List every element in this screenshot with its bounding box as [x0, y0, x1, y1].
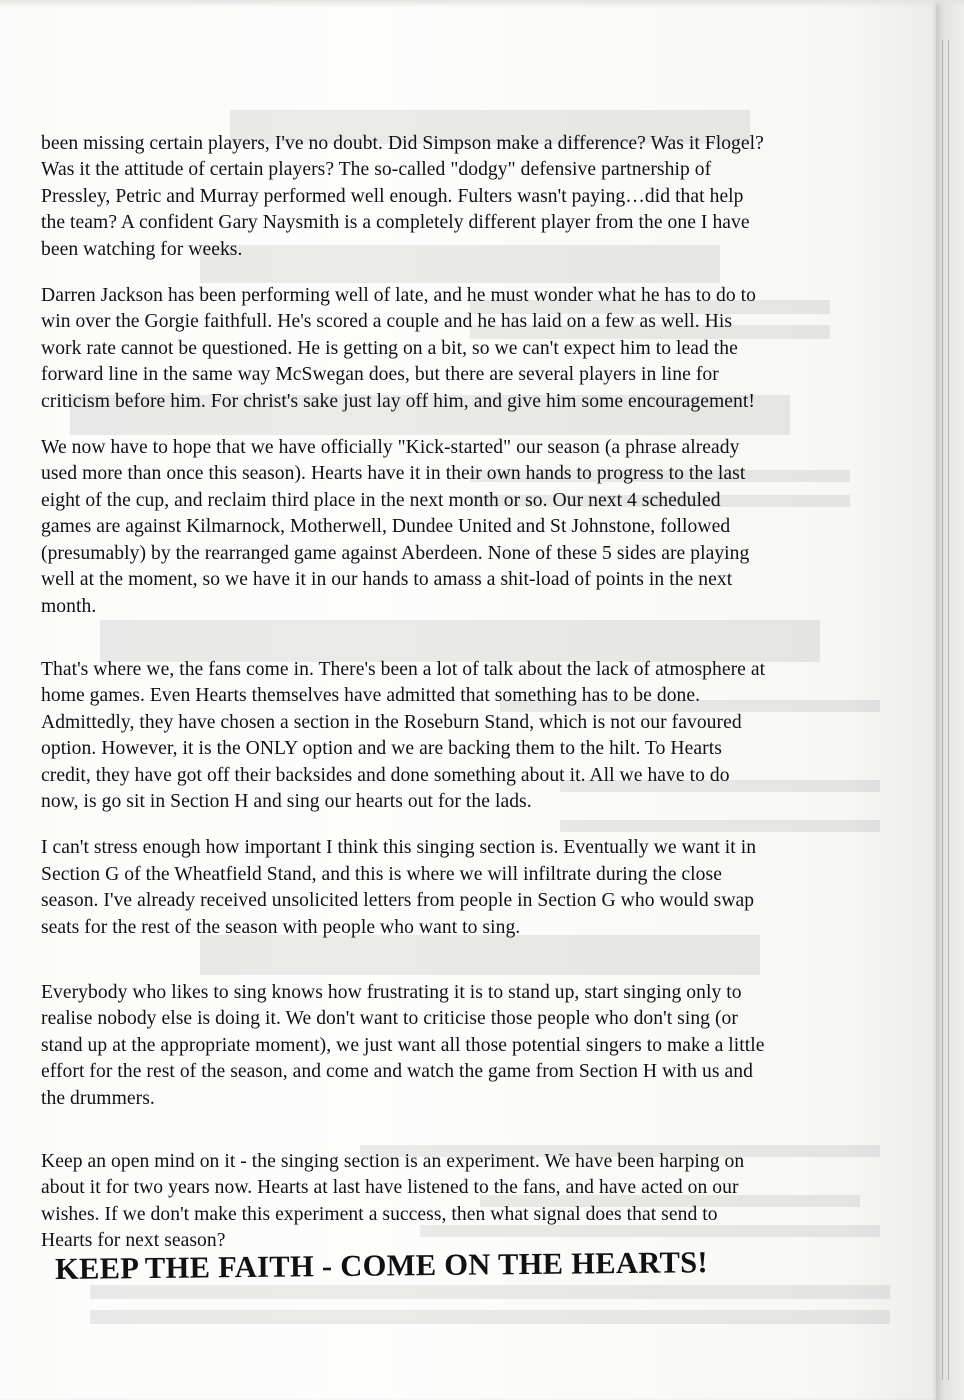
paragraph-6: Everybody who likes to sing knows how frustrating it is to stand up, start singing only to realise nobody else is doing it. We don't want to criticise those people who don't sing (or stand up at the appropriate moment), we just want all those potential singers to make a little effort for the rest of the season, and come and watch the game from Section H with us and the drummers. [41, 981, 765, 1109]
paragraph-4: That's where we, the fans come in. There's been a lot of talk about the lack of atmosphere at home games. Even Hearts themselves have admitted that something has to be done. Admittedly, they have chosen a section in the Roseburn Stand, which is not our favoured option. However, it is the ONLY option and we are backing them to the hilt. To Hearts credit, they have got off their backsides and done something about it. All we have to do now, is go sit in Section H and sing our hearts out for the lads. [41, 658, 766, 812]
paragraph-1: been missing certain players, I've no doubt. Did Simpson make a difference? Was it Flogel? Was it the attitude of certain players? The so-called "dodgy" defensive partnership of Pressley, Petric and Murray performed well enough. Fulters wasn't paying…did that help the team? A confident Gary Naysmith is a completely different player from the one I have been watching for weeks. [41, 133, 764, 260]
paragraph-5: I can't stress enough how important I think this singing section is. Eventually we want it in Section G of the Wheatfield Stand, and this is where we will infiltrate during the close season. I've already received unsolicited letters from people in Section G who would swap seats for the rest of the season with people who want to sing. [41, 837, 757, 938]
closing-slogan: KEEP THE FAITH - COME ON THE HEARTS! [54, 1245, 709, 1286]
edge-line [942, 40, 943, 1380]
paragraph-2: Darren Jackson has been performing well of late, and he must wonder what he has to do to win over the Gorgie faithfull. He's scored a couple and he has laid on a few as well. His work rate cannot be questioned. He is getting on a bit, so we can't expect him to lead the forward line in the same way McSwegan does, but there are several players in line for criticism before him. For christ's sake just lay off him, and give him some encouragement! [41, 285, 757, 412]
paragraph-3: We now have to hope that we have officially "Kick-started" our season (a phrase already used more than once this season). Hearts have it in their own hands to progress to the last eight of the cup, and reclaim third place in the next month or so. Our next 4 scheduled games are against Kilmarnock, Motherwell, Dundee United and St Johnstone, followed (presumably) by the rearranged game against Aberdeen. None of these 5 sides are playing well at the moment, so we have it in our hands to amass a shit-load of points in the next month. [41, 437, 750, 617]
edge-line [948, 40, 949, 1380]
scan-top-shadow [0, 0, 964, 8]
article-body [41, 131, 911, 1255]
booklet-spine-edge [936, 0, 964, 1400]
paragraph-7: Keep an open mind on it - the singing section is an experiment. We have been harping on about it for two years now. Hearts at last have listened to the fans, and have acted on our wishes. If we don't make this experiment a success, then what signal does that send to Hearts for next season? [41, 1151, 745, 1252]
